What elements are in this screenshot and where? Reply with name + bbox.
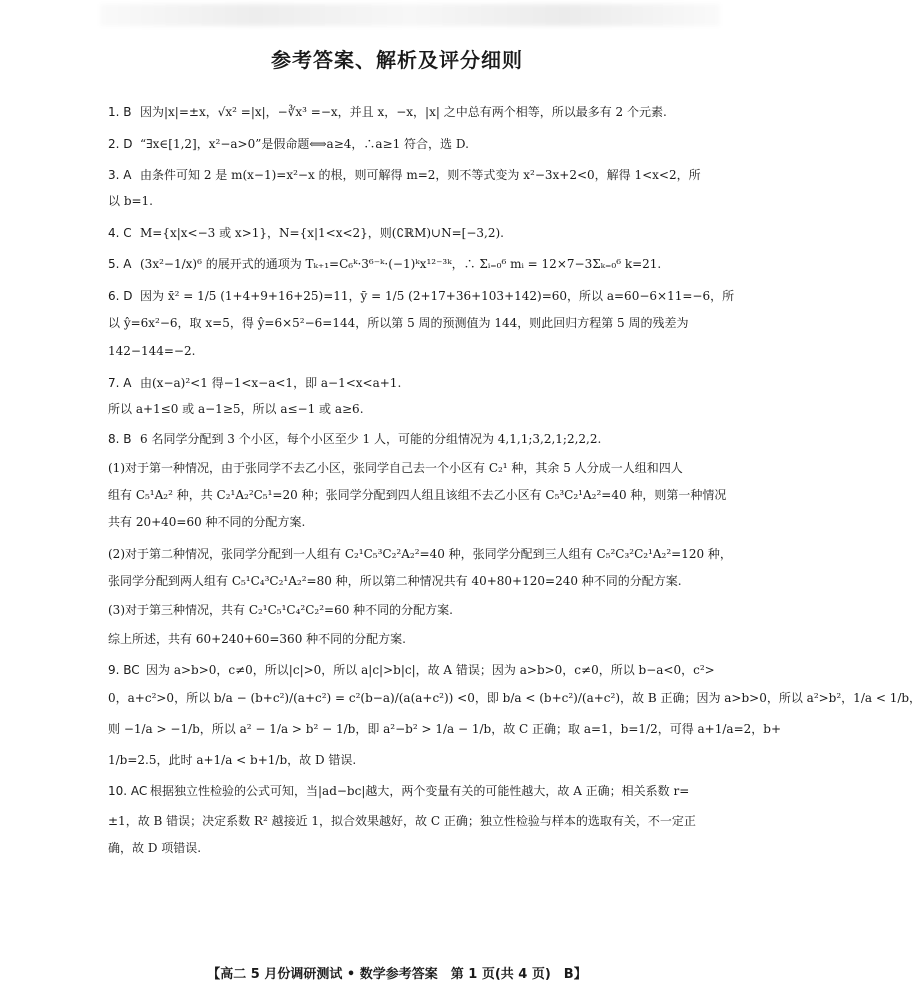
answer-line: 因为 a>b>0，c≠0，所以|c|>0，所以 a|c|>b|c|，故 A 错误；因为 a>b>0，c≠0，所以 b−a<0，c²> bbox=[146, 663, 715, 677]
answer-number: 9. BC bbox=[108, 663, 140, 677]
answer-line: 综上所述，共有 60+240+60=360 种不同的分配方案. bbox=[108, 632, 406, 646]
answer-line: ±1，故 B 错误；决定系数 R² 越接近 1，拟合效果越好，故 C 正确；独立性检验与样本的选取有关，不一定正 bbox=[108, 814, 696, 828]
answer-line: 根据独立性检验的公式可知，当|ad−bc|越大，两个变量有关的可能性越大，故 A 正确；相关系数 r= bbox=[150, 784, 690, 798]
answer-number: 10. AC bbox=[108, 784, 148, 798]
answer-number: 3. A bbox=[108, 168, 132, 182]
answer-number: 5. A bbox=[108, 257, 132, 271]
page-footer: 【高二 5 月份调研测试 • 数学参考答案 第 1 页(共 4 页) B】 bbox=[207, 967, 587, 982]
answer-number: 6. D bbox=[108, 289, 133, 303]
answer-line: 共有 20+40=60 种不同的分配方案. bbox=[108, 515, 306, 529]
answer-line: 1/b=2.5，此时 a+1/a < b+1/b，故 D 错误. bbox=[108, 753, 357, 767]
answer-line: 组有 C₅¹A₂² 种，共 C₂¹A₂²C₅¹=20 种；张同学分配到四人组且该组不去乙小区有 C₅³C₂¹A₂²=40 种，则第一种情况 bbox=[108, 488, 727, 502]
answer-line: 由条件可知 2 是 m(x−1)=x²−x 的根，则可解得 m=2，则不等式变为 x²−3x+2<0，解得 1<x<2，所 bbox=[140, 168, 701, 182]
page-title: 参考答案、解析及评分细则 bbox=[271, 48, 523, 72]
answer-line: 以 ŷ=6x²−6，取 x=5，得 ŷ=6×5²−6=144，所以第 5 周的预测值为 144，则此回归方程第 5 周的残差为 bbox=[108, 316, 689, 330]
answer-number: 2. D bbox=[108, 137, 133, 151]
answer-line: (3x²−1/x)⁶ 的展开式的通项为 Tₖ₊₁=C₆ᵏ·3⁶⁻ᵏ·(−1)ᵏx¹²⁻³ᵏ，∴ Σᵢ₌₀⁶ mᵢ = 12×7−3Σₖ₌₀⁶ k=21. bbox=[140, 257, 662, 271]
answer-line: 张同学分配到两人组有 C₅¹C₄³C₂¹A₂²=80 种，所以第二种情况共有 40+80+120=240 种不同的分配方案. bbox=[108, 574, 682, 588]
answer-line: M={x|x<−3 或 x>1}，N={x|1<x<2}，则(∁ℝM)∪N=[−3,2). bbox=[140, 226, 504, 240]
answer-number: 4. C bbox=[108, 226, 132, 240]
answer-line: (1)对于第一种情况，由于张同学不去乙小区，张同学自己去一个小区有 C₂¹ 种，其余 5 人分成一人组和四人 bbox=[108, 461, 683, 475]
answer-line: 因为 x̄² = 1/5 (1+4+9+16+25)=11，ȳ = 1/5 (2+17+36+103+142)=60，所以 a=60−6×11=−6，所 bbox=[140, 289, 735, 303]
answer-line: 由(x−a)²<1 得−1<x−a<1，即 a−1<x<a+1. bbox=[140, 376, 402, 390]
answer-number: 1. B bbox=[108, 105, 132, 119]
answer-line: 142−144=−2. bbox=[108, 344, 196, 358]
answer-line: 则 −1/a > −1/b，所以 a² − 1/a > b² − 1/b，即 a²−b² > 1/a − 1/b，故 C 正确；取 a=1，b=1/2，可得 a+1/a=2，b+ bbox=[108, 722, 781, 736]
answer-line: “∃x∈[1,2]，x²−a>0”是假命题⟺a≥4，∴a≥1 符合，选 D. bbox=[140, 137, 469, 151]
answer-line: 因为|x|=±x，√x² =|x|，−∛x³ =−x，并且 x，−x，|x| 之中总有两个相等，所以最多有 2 个元素. bbox=[140, 105, 667, 119]
answer-line: 确，故 D 项错误. bbox=[108, 841, 202, 855]
answer-number: 7. A bbox=[108, 376, 132, 390]
answer-line: 所以 a+1≤0 或 a−1≥5，所以 a≤−1 或 a≥6. bbox=[108, 402, 364, 416]
answer-line: 以 b=1. bbox=[108, 194, 154, 208]
answer-line: 0，a+c²>0，所以 b/a − (b+c²)/(a+c²) = c²(b−a)/(a(a+c²)) <0，即 b/a < (b+c²)/(a+c²)，故 B 正确；因为 a>b>0，所以 a²>b²，1/a < 1/b， bbox=[108, 691, 921, 705]
answer-line: (2)对于第二种情况，张同学分配到一人组有 C₂¹C₅³C₂²A₂²=40 种，张同学分配到三人组有 C₅²C₃²C₂¹A₂²=120 种， bbox=[108, 547, 732, 561]
answer-line: 6 名同学分配到 3 个小区，每个小区至少 1 人，可能的分组情况为 4,1,1;3,2,1;2,2,2. bbox=[140, 432, 602, 446]
answer-line: (3)对于第三种情况，共有 C₂¹C₅¹C₄²C₂²=60 种不同的分配方案. bbox=[108, 603, 453, 617]
answer-number: 8. B bbox=[108, 432, 132, 446]
scan-smudge bbox=[100, 4, 720, 26]
